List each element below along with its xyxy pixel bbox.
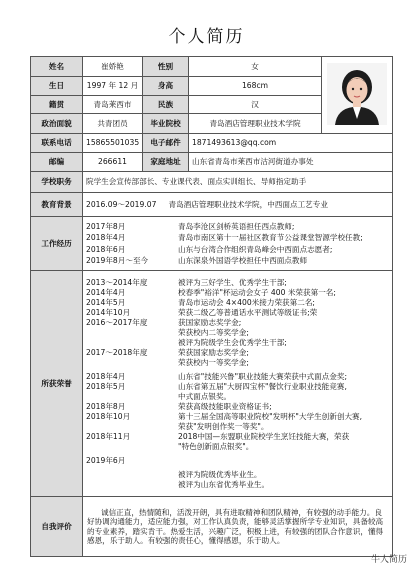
- gender-value: 女: [189, 57, 322, 77]
- honors-list: [83, 271, 393, 497]
- honor-item: 2018年8月 荣获高级技能职业资格证书;: [86, 401, 272, 411]
- honor-item: 中式面点银奖。: [178, 391, 232, 401]
- address-value: 山东省青岛市莱西市沽河街道办事处: [189, 153, 393, 172]
- school-label: 毕业院校: [143, 114, 189, 134]
- honor-item: 2014年4月 校春季"裕洋"杯运动会女子 400 米荣获第一名;: [86, 287, 336, 297]
- honor-item: 荣获"发明创作奖一等奖"。: [178, 421, 269, 431]
- honor-item: 2017～2018年度 荣获国家励志奖学金;: [86, 347, 249, 357]
- honor-item: 被评为院级优秀毕业生。: [178, 469, 262, 479]
- honor-item: 被评为院级学生会优秀学生干部;: [178, 337, 287, 347]
- honor-item: "特色创新面点银奖"。: [178, 441, 254, 451]
- name-value: 崔娇艳: [83, 57, 143, 77]
- politics-value: 共青团员: [83, 114, 143, 134]
- school-roles-value: 院学生会宣传部部长、专业课代表、面点实训组长、导师指定助手: [83, 172, 393, 193]
- education-detail: 青岛酒店管理职业技术学院，中西面点工艺专业: [168, 199, 328, 209]
- school-roles-label: 学校职务: [31, 172, 83, 193]
- honor-item: 荣获校内一等奖学金;: [178, 357, 249, 367]
- email-label: 电子邮件: [143, 134, 189, 153]
- height-value: 168cm: [189, 77, 322, 96]
- profile-photo: [327, 63, 387, 125]
- work-item: 2018年4月 青岛市南区第十一届社区教育节公益课堂智源学校任教;: [86, 233, 363, 242]
- email-value: 1871493613@qq.com: [189, 134, 393, 153]
- birth-value: 1997 年 12 月: [83, 77, 143, 96]
- ethnicity-value: 汉: [189, 96, 322, 114]
- honors-label: 所获荣誉: [31, 271, 83, 497]
- honor-item: 2014年10月 荣获二级乙等普通话水平测试等级证书;荣: [86, 307, 318, 317]
- honor-item: 2013～2014年度 被评为三好学生、优秀学生干部;: [86, 277, 287, 287]
- honor-item: 2014年5月 青岛市运动会 4×400米接力荣获第二名;: [86, 297, 315, 307]
- education-value: [83, 193, 393, 217]
- birth-label: 生日: [31, 77, 83, 96]
- height-label: 身高: [143, 77, 189, 96]
- work-item: 2017年8月 青岛李沧区剑桥英语担任西点教师;: [86, 221, 295, 231]
- postcode-label: 邮编: [31, 153, 83, 172]
- work-label: 工作经历: [31, 217, 83, 271]
- address-label: 家庭地址: [143, 153, 189, 172]
- gender-label: 性别: [143, 57, 189, 77]
- postcode-value: 266611: [83, 153, 143, 172]
- education-date: 2016.09～2019.07: [86, 199, 157, 209]
- phone-label: 联系电话: [31, 134, 83, 153]
- photo-cell: [322, 57, 393, 134]
- hometown-label: 籍贯: [31, 96, 83, 114]
- honor-item: 2018年4月 山东省"技能兴鲁"职业技能大赛荣获中式面点金奖;: [86, 371, 348, 381]
- education-label: 教育背景: [31, 193, 83, 217]
- page-title: 个人简历: [168, 27, 245, 47]
- watermark-text: 牛人简历: [370, 555, 407, 565]
- honor-item: 2018年5月 山东省第五届"大厨四宝杯"餐饮行业职业技能竞赛,: [86, 381, 347, 391]
- work-experience-list: [83, 217, 393, 271]
- resume-table: [30, 56, 393, 557]
- honor-item: 2018年11月 2018中国—东盟职业院校学生烹饪技能大赛，荣获: [86, 431, 350, 441]
- honor-item: 2018年10月 第十三届全国高等职业院校"发明杯"大学生创新创大赛,: [86, 411, 363, 421]
- honor-item: 2019年6月: [86, 455, 126, 465]
- self-eval-label: 自我评价: [31, 497, 83, 557]
- work-item: 2018年6月 山东与台湾合作组织青岛峰会中西面点志愿者;: [86, 244, 333, 254]
- politics-label: 政治面貌: [31, 114, 83, 134]
- name-label: 姓名: [31, 57, 83, 77]
- honor-item: 2016～2017年度 获国家励志奖学金;: [86, 317, 242, 327]
- honor-item: 被评为山东省优秀毕业生。: [178, 479, 270, 489]
- phone-value: 15865501035: [83, 134, 143, 153]
- self-eval-text: 诚信正直，热情随和，活泼开朗，具有进取精神和团队精神，有较强的动手能力。良好协调沟通能力，适应能力强，对工作认真负责，能够灵活掌握所学专业知识，具备较高的专业素养，踏实肯干。热爱生活，兴趣广泛，积极上进，有较强的团队合作意识，懂得感恩，乐于助人。有较强的责任心，懂得感恩，乐于助人。: [83, 497, 393, 557]
- work-item: 2019年8月～至今 山东深泉外国语学校担任中西面点教师: [86, 256, 308, 265]
- hometown-value: 青岛莱西市: [83, 96, 143, 114]
- school-value: 青岛酒店管理职业技术学院: [189, 114, 322, 134]
- honor-item: 荣获校内二等奖学金;: [178, 327, 249, 337]
- ethnicity-label: 民族: [143, 96, 189, 114]
